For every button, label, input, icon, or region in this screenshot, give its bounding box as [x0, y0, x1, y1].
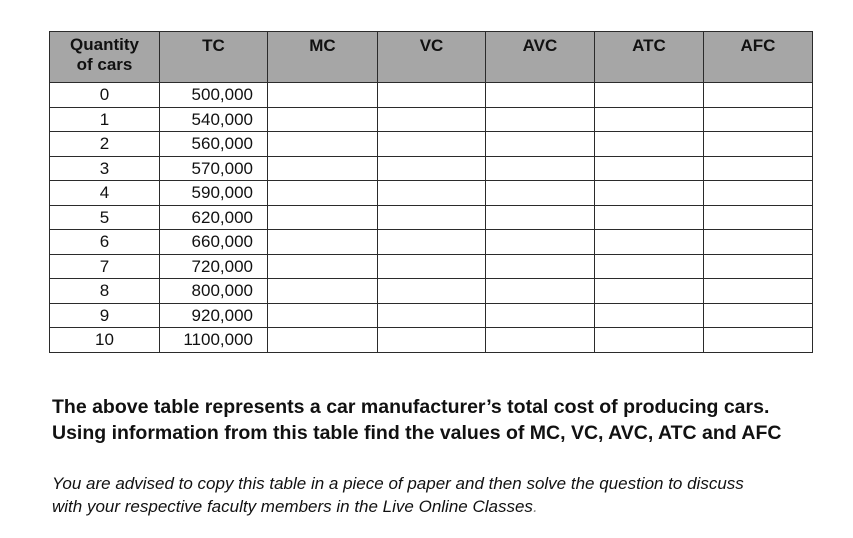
header-row: [50, 32, 813, 83]
cell-vc-blank: [378, 107, 486, 132]
cell-quantity: 7: [50, 254, 160, 279]
cell-tc: 570,000: [160, 156, 268, 181]
cell-tc: 540,000: [160, 107, 268, 132]
advice-line-1: You are advised to copy this table in a piece of paper and then solve the question to discuss: [52, 474, 744, 493]
cell-avc-blank: [486, 83, 595, 108]
cell-quantity: 1: [50, 107, 160, 132]
cell-avc-blank: [486, 181, 595, 206]
header-mc: MC: [268, 32, 378, 83]
cell-vc-blank: [378, 279, 486, 304]
cell-quantity: 3: [50, 156, 160, 181]
cell-mc-blank: [268, 107, 378, 132]
cell-mc-blank: [268, 230, 378, 255]
cell-avc-blank: [486, 107, 595, 132]
table-row: [50, 230, 813, 255]
cell-avc-blank: [486, 230, 595, 255]
statement-line-1: The above table represents a car manufacturer’s total cost of producing cars.: [52, 396, 770, 418]
cell-quantity: 6: [50, 230, 160, 255]
cell-afc-blank: [704, 205, 813, 230]
cell-tc: 920,000: [160, 303, 268, 328]
cell-vc-blank: [378, 181, 486, 206]
header-avc: AVC: [486, 32, 595, 83]
cell-atc-blank: [595, 107, 704, 132]
cell-afc-blank: [704, 107, 813, 132]
cell-atc-blank: [595, 328, 704, 353]
cell-tc: 560,000: [160, 132, 268, 157]
cell-tc: 660,000: [160, 230, 268, 255]
cell-mc-blank: [268, 132, 378, 157]
cell-tc: 1100,000: [160, 328, 268, 353]
cell-quantity: 4: [50, 181, 160, 206]
table-row: [50, 205, 813, 230]
table-row: [50, 132, 813, 157]
cell-vc-blank: [378, 205, 486, 230]
cell-afc-blank: [704, 328, 813, 353]
table-row: [50, 156, 813, 181]
cell-avc-blank: [486, 132, 595, 157]
advice-trailing-dot: .: [532, 497, 538, 516]
header-quantity: [50, 32, 160, 83]
cell-quantity: 9: [50, 303, 160, 328]
cell-avc-blank: [486, 303, 595, 328]
cell-mc-blank: [268, 328, 378, 353]
table-row: [50, 279, 813, 304]
cell-tc: 620,000: [160, 205, 268, 230]
cell-mc-blank: [268, 181, 378, 206]
cell-afc-blank: [704, 83, 813, 108]
cell-atc-blank: [595, 254, 704, 279]
header-afc: AFC: [704, 32, 813, 83]
cell-mc-blank: [268, 156, 378, 181]
cost-table: [49, 31, 813, 353]
header-quantity-line2: of cars: [76, 55, 133, 74]
cell-afc-blank: [704, 230, 813, 255]
cell-quantity: 0: [50, 83, 160, 108]
cell-vc-blank: [378, 156, 486, 181]
cell-quantity: 5: [50, 205, 160, 230]
advice-line-2: with your respective faculty members in the Live Online Classes: [52, 497, 533, 516]
cell-vc-blank: [378, 230, 486, 255]
cell-avc-blank: [486, 156, 595, 181]
cell-avc-blank: [486, 254, 595, 279]
cell-afc-blank: [704, 254, 813, 279]
table-row: [50, 181, 813, 206]
cell-vc-blank: [378, 328, 486, 353]
cell-atc-blank: [595, 181, 704, 206]
cell-vc-blank: [378, 303, 486, 328]
cell-tc: 590,000: [160, 181, 268, 206]
cell-mc-blank: [268, 205, 378, 230]
cell-afc-blank: [704, 181, 813, 206]
cell-mc-blank: [268, 83, 378, 108]
cell-mc-blank: [268, 279, 378, 304]
cell-mc-blank: [268, 254, 378, 279]
cell-avc-blank: [486, 279, 595, 304]
cell-afc-blank: [704, 156, 813, 181]
header-atc: ATC: [595, 32, 704, 83]
cell-vc-blank: [378, 83, 486, 108]
cell-atc-blank: [595, 279, 704, 304]
cell-atc-blank: [595, 303, 704, 328]
cell-vc-blank: [378, 132, 486, 157]
table-row: [50, 107, 813, 132]
cell-avc-blank: [486, 205, 595, 230]
cell-quantity: 2: [50, 132, 160, 157]
cell-atc-blank: [595, 156, 704, 181]
table-row: [50, 83, 813, 108]
cell-atc-blank: [595, 83, 704, 108]
cell-afc-blank: [704, 279, 813, 304]
problem-statement: [52, 394, 842, 446]
table-row: [50, 303, 813, 328]
advice-line-2-wrap: [52, 495, 842, 518]
cell-tc: 800,000: [160, 279, 268, 304]
cell-vc-blank: [378, 254, 486, 279]
header-vc: VC: [378, 32, 486, 83]
cell-afc-blank: [704, 132, 813, 157]
statement-line-2: Using information from this table find the values of MC, VC, AVC, ATC and AFC: [52, 422, 782, 444]
table-row: [50, 328, 813, 353]
cell-tc: 720,000: [160, 254, 268, 279]
cell-atc-blank: [595, 205, 704, 230]
header-tc: TC: [160, 32, 268, 83]
cell-atc-blank: [595, 230, 704, 255]
cell-atc-blank: [595, 132, 704, 157]
header-quantity-line1: Quantity: [70, 35, 139, 54]
cell-avc-blank: [486, 328, 595, 353]
cell-mc-blank: [268, 303, 378, 328]
table-body: [50, 83, 813, 353]
advice-note: [52, 472, 842, 518]
cell-quantity: 10: [50, 328, 160, 353]
cell-tc: 500,000: [160, 83, 268, 108]
cell-afc-blank: [704, 303, 813, 328]
table-row: [50, 254, 813, 279]
cell-quantity: 8: [50, 279, 160, 304]
